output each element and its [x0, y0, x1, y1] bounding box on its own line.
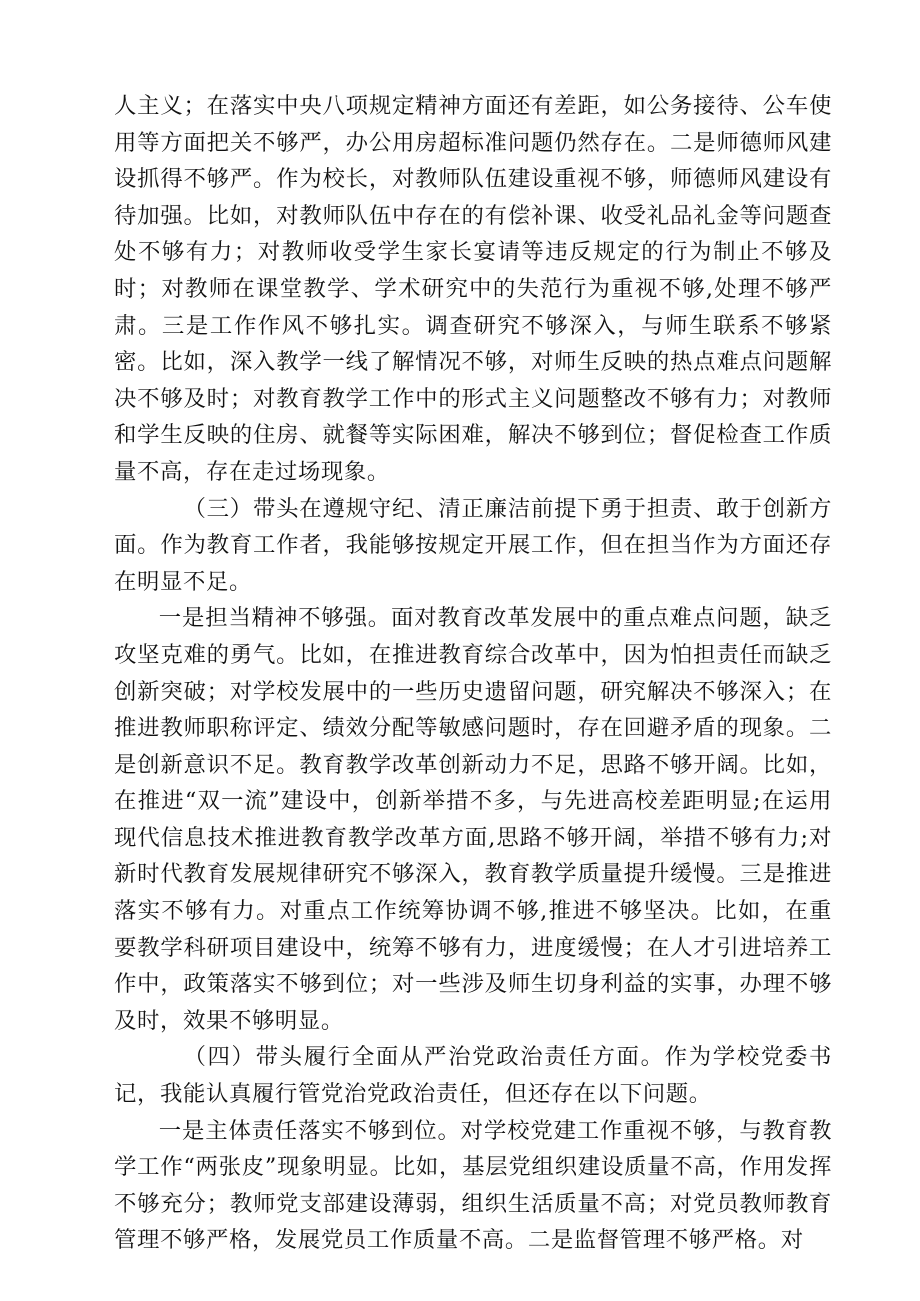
paragraph-section-four-body: 一是主体责任落实不够到位。对学校党建工作重视不够，与教育教学工作“两张皮”现象明显。比如，基层党组织建设质量不高，作用发挥不够充分；教师党支部建设薄弱，组织生活质量不高；对党员教师教育管理不够严格，发展党员工作质量不高。二是监督管理不够严格。对 [114, 1117, 832, 1254]
paragraph-section-three-body: 一是担当精神不够强。面对教育改革发展中的重点难点问题，缺乏攻坚克难的勇气。比如，在推进教育综合改革中，因为怕担责任而缺乏创新突破；对学校发展中的一些历史遗留问题，研究解决不够深入；在推进教师职称评定、绩效分配等敏感问题时，存在回避矛盾的现象。二是创新意识不足。教育教学改革创新动力不足，思路不够开阔。比如，在推进“双一流”建设中，创新举措不多，与先进高校差距明显;在运用现代信息技术推进教育教学改革方面,思路不够开阔，举措不够有力;对新时代教育发展规律研究不够深入，教育教学质量提升缓慢。三是推进落实不够有力。对重点工作统筹协调不够,推进不够坚决。比如，在重要教学科研项目建设中，统筹不够有力，进度缓慢；在人才引进培养工作中，政策落实不够到位；对一些涉及师生切身利益的实事，办理不够及时，效果不够明显。 [114, 605, 832, 1034]
paragraph-section-three-heading: （三）带头在遵规守纪、清正廉洁前提下勇于担责、敢于创新方面。作为教育工作者，我能够按规定开展工作，但在担当作为方面还存在明显不足。 [114, 495, 832, 595]
paragraph-section-four-heading: （四）带头履行全面从严治党政治责任方面。作为学校党委书记，我能认真履行管党治党政治责任，但还存在以下问题。 [114, 1044, 832, 1108]
document-page [114, 88, 832, 1259]
paragraph-continuation: 人主义；在落实中央八项规定精神方面还有差距，如公务接待、公车使用等方面把关不够严，办公用房超标准问题仍然存在。二是师德师风建设抓得不够严。作为校长，对教师队伍建设重视不够，师德师风建设有待加强。比如，对教师队伍中存在的有偿补课、收受礼品礼金等问题查处不够有力；对教师收受学生家长宴请等违反规定的行为制止不够及时；对教师在课堂教学、学术研究中的失范行为重视不够,处理不够严肃。三是工作作风不够扎实。调查研究不够深入，与师生联系不够紧密。比如，深入教学一线了解情况不够，对师生反映的热点难点问题解决不够及时；对教育教学工作中的形式主义问题整改不够有力；对教师和学生反映的住房、就餐等实际困难，解决不够到位；督促检查工作质量不高，存在走过场现象。 [114, 93, 832, 485]
